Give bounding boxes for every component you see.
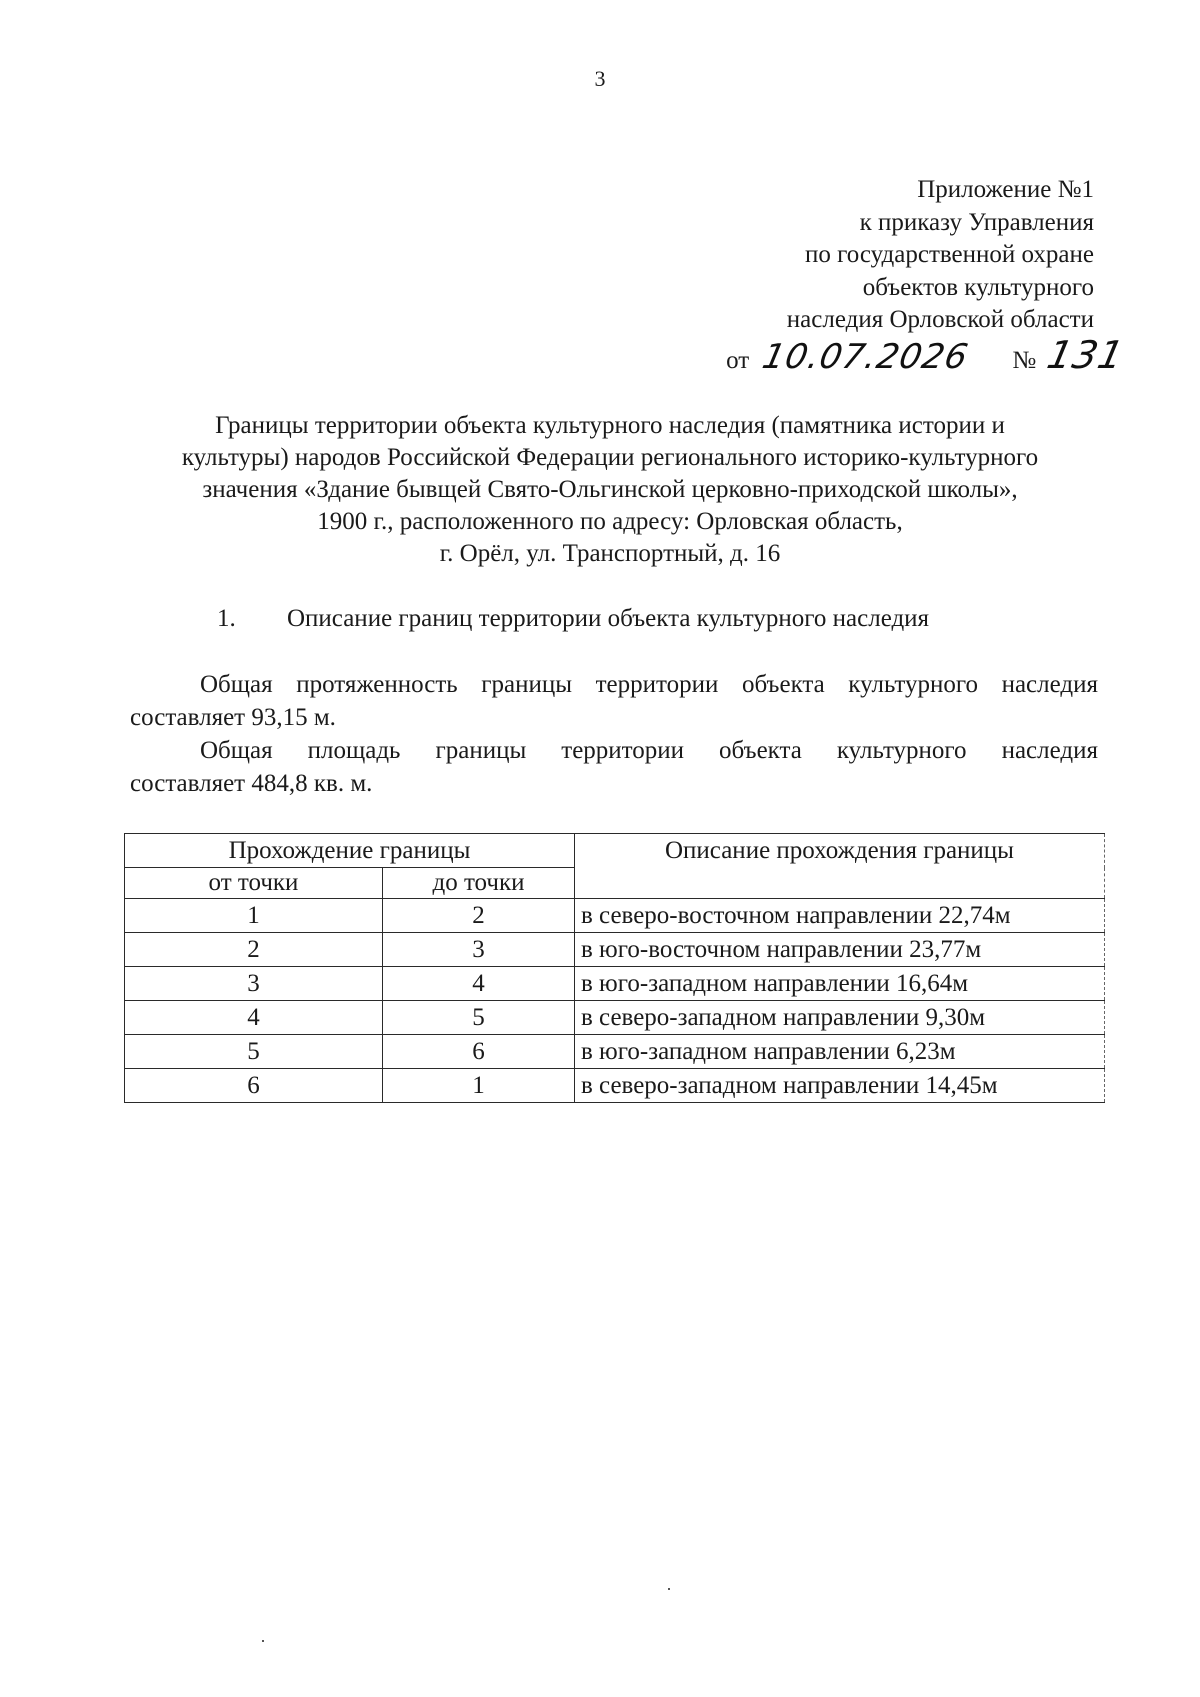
paragraph-line: Общая площадь границы территории объекта культурного наследия bbox=[200, 737, 1098, 764]
cell-description: в юго-восточном направлении 23,77м bbox=[575, 933, 1105, 967]
boundary-table bbox=[124, 833, 1105, 1103]
appendix-block bbox=[574, 174, 1129, 377]
table-row bbox=[125, 1035, 1105, 1069]
appendix-line: к приказу Управления bbox=[859, 208, 1094, 236]
table-header-row bbox=[125, 834, 1105, 868]
order-date-number-line bbox=[574, 332, 1129, 378]
appendix-line: объектов культурного bbox=[862, 273, 1094, 301]
title-line: Границы территории объекта культурного наследия (памятника истории и bbox=[215, 412, 1005, 439]
table-from-header: от точки bbox=[125, 868, 383, 899]
cell-to-point: 1 bbox=[383, 1069, 575, 1103]
section-number: 1. bbox=[217, 605, 236, 632]
cell-description: в северо-западном направлении 14,45м bbox=[575, 1069, 1105, 1103]
appendix-line: по государственной охране bbox=[804, 241, 1094, 268]
section-heading-text: Описание границ территории объекта культурного наследия bbox=[287, 605, 930, 632]
cell-description: в северо-западном направлении 9,30м bbox=[575, 1001, 1105, 1035]
paragraph-line: составляет 484,8 кв. м. bbox=[130, 770, 373, 797]
cell-from-point: 6 bbox=[125, 1069, 383, 1103]
table-row bbox=[125, 1001, 1105, 1035]
cell-description: в юго-западном направлении 6,23м bbox=[575, 1035, 1105, 1069]
paragraph-total-length bbox=[130, 668, 1098, 734]
table-group-header: Прохождение границы bbox=[125, 834, 575, 868]
handwritten-order-number: 131 bbox=[1043, 332, 1129, 377]
paragraph-line: Общая протяженность границы территории объекта культурного наследия bbox=[200, 671, 1098, 698]
cell-to-point: 6 bbox=[383, 1035, 575, 1069]
cell-description: в северо-восточном направлении 22,74м bbox=[575, 899, 1105, 933]
appendix-line: Приложение №1 bbox=[917, 176, 1094, 203]
table-to-header: до точки bbox=[383, 868, 575, 899]
cell-to-point: 3 bbox=[383, 933, 575, 967]
table-row bbox=[125, 933, 1105, 967]
scan-speck bbox=[262, 1640, 264, 1642]
title-line: значения «Здание бывщей Свято-Ольгинской церковно-приходской школы», bbox=[202, 476, 1018, 503]
paragraph-total-area bbox=[130, 734, 1098, 800]
document-title bbox=[110, 410, 1110, 570]
order-from-label: от bbox=[726, 346, 750, 374]
cell-from-point: 5 bbox=[125, 1035, 383, 1069]
cell-to-point: 2 bbox=[383, 899, 575, 933]
scan-speck bbox=[668, 1588, 670, 1590]
title-line: культуры) народов Российской Федерации регионального историко-культурного bbox=[181, 444, 1039, 471]
cell-from-point: 4 bbox=[125, 1001, 383, 1035]
title-line: г. Орёл, ул. Транспортный, д. 16 bbox=[439, 540, 781, 567]
order-number-label: № bbox=[1012, 346, 1037, 374]
title-line: 1900 г., расположенного по адресу: Орловская область, bbox=[317, 508, 903, 535]
cell-from-point: 3 bbox=[125, 967, 383, 1001]
page-number: 3 bbox=[594, 66, 606, 91]
cell-from-point: 1 bbox=[125, 899, 383, 933]
table-description-header: Описание прохождения границы bbox=[575, 834, 1105, 899]
appendix-line: наследия Орловской области bbox=[786, 306, 1094, 333]
cell-to-point: 4 bbox=[383, 967, 575, 1001]
cell-from-point: 2 bbox=[125, 933, 383, 967]
paragraph-line: составляет 93,15 м. bbox=[130, 704, 336, 731]
handwritten-order-date: 10.07.2026 bbox=[759, 336, 973, 377]
section-heading bbox=[217, 605, 929, 633]
table-row bbox=[125, 1069, 1105, 1103]
cell-to-point: 5 bbox=[383, 1001, 575, 1035]
cell-description: в юго-западном направлении 16,64м bbox=[575, 967, 1105, 1001]
table-row bbox=[125, 967, 1105, 1001]
table-row bbox=[125, 899, 1105, 933]
